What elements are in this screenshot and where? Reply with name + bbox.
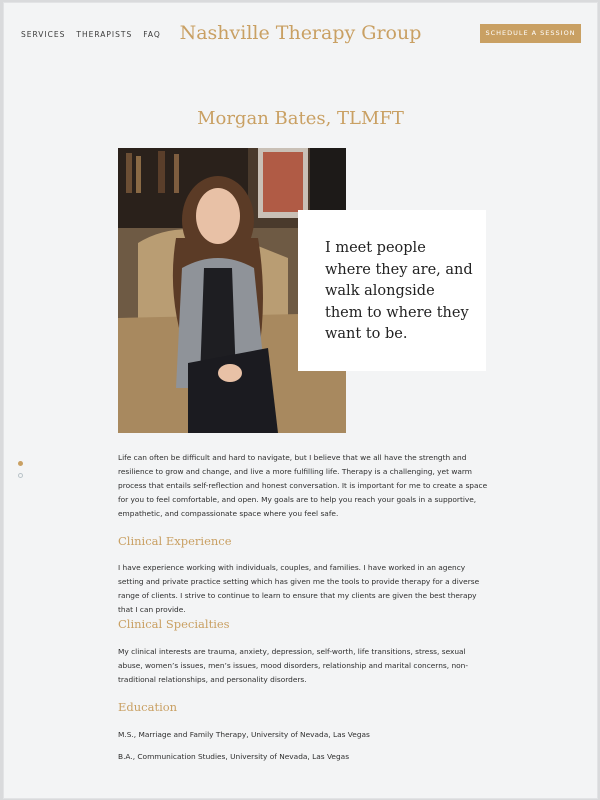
education-item: B.A., Communication Studies, University of Nevada, Las Vegas: [118, 752, 350, 761]
specialties-paragraph: My clinical interests are trauma, anxiety, depression, self-worth, life transitions, stress, sexual abuse, women’s issues, men’s issues, mood disorders, relationship and marital concerns, non-traditional relationships, and personality disorders.: [118, 647, 469, 684]
specialties-heading: Clinical Specialties: [118, 617, 230, 631]
experience-heading: Clinical Experience: [118, 534, 232, 548]
quote-card: [298, 210, 486, 371]
nav-therapists[interactable]: THERAPISTS: [76, 30, 133, 39]
education-item: M.S., Marriage and Family Therapy, University of Nevada, Las Vegas: [118, 730, 370, 739]
nav-faq[interactable]: FAQ: [143, 30, 161, 39]
scroll-dot[interactable]: [18, 473, 23, 478]
pull-quote: I meet people where they are, and walk alongside them to where they want to be.: [325, 240, 473, 342]
intro-paragraph: Life can often be difficult and hard to navigate, but I believe that we all have the strength and resilience to grow and change, and live a more fulfilling life. Therapy is a challenging, yet warm process that entails self-reflection and honest conversation. It is important for me to create a space for you to feel comfortable, and open. My goals are to help you reach your goals in a supportive, empathetic, and compassionate space where you feel safe.: [118, 453, 488, 518]
experience-paragraph: I have experience working with individuals, couples, and families. I have worked in an agency setting and private practice setting which has given me the tools to provide therapy for a diverse range of clients. I strive to continue to learn to ensure that my clients are given the best therapy that I can provide.: [118, 563, 480, 614]
page: [3, 2, 598, 799]
education-heading: Education: [118, 700, 178, 714]
schedule-session-button[interactable]: SCHEDULE A SESSION: [480, 24, 581, 43]
scroll-dot-active[interactable]: [18, 461, 23, 466]
brand-logo[interactable]: Nashville Therapy Group: [179, 22, 422, 44]
page-title: Morgan Bates, TLMFT: [197, 108, 404, 129]
nav-services[interactable]: SERVICES: [21, 30, 66, 39]
